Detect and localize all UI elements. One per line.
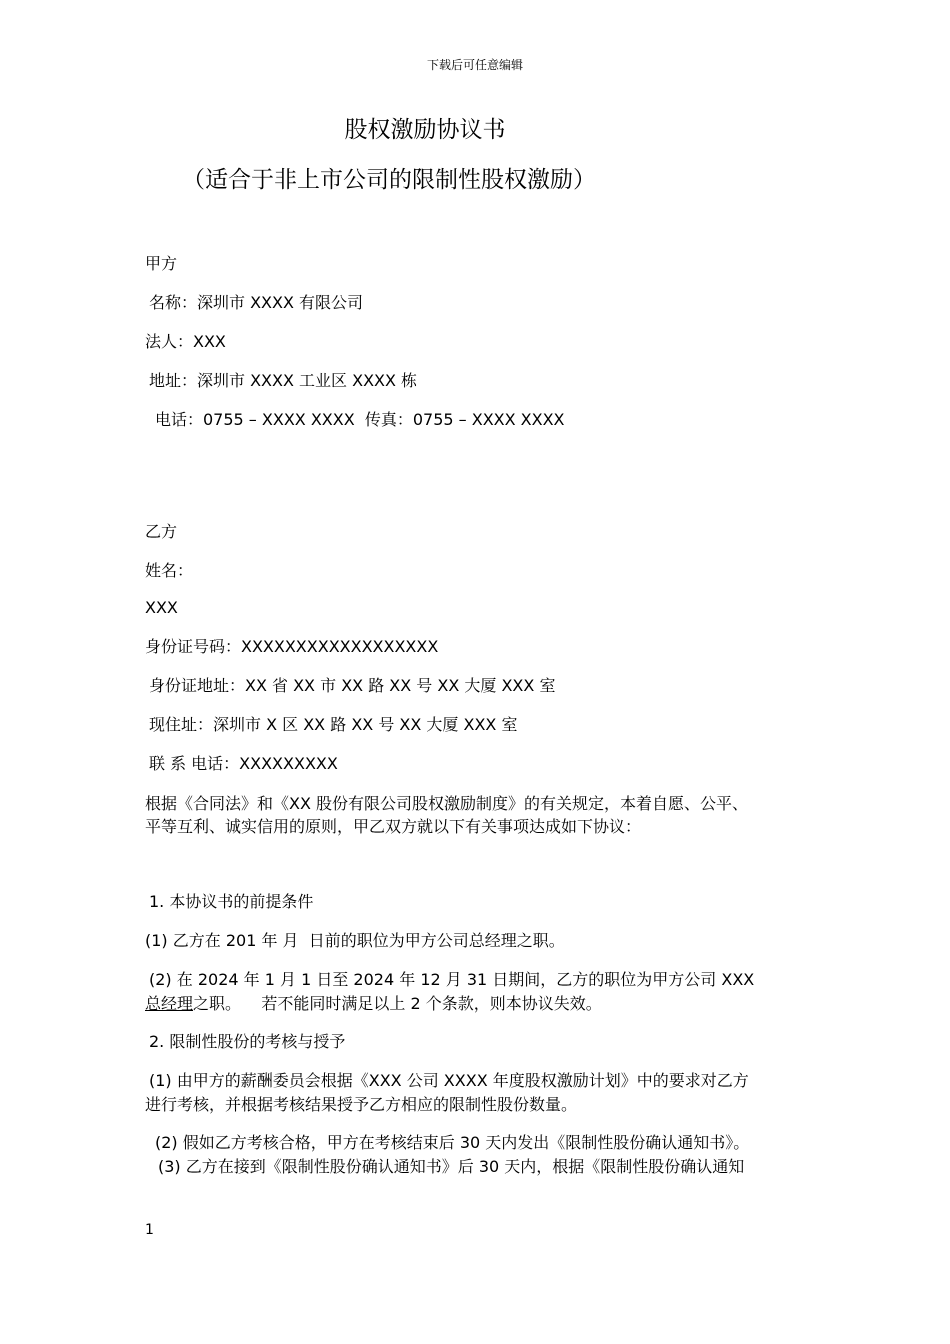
party-b-phone: 联 系 电话：XXXXXXXXX xyxy=(149,754,338,773)
party-b-id-address: 身份证地址：XX 省 XX 市 XX 路 XX 号 XX 大厦 XXX 室 xyxy=(149,676,556,695)
section-2-item-1-line-2: 进行考核，并根据考核结果授予乙方相应的限制性股份数量。 xyxy=(145,1095,578,1114)
party-a-heading: 甲方 xyxy=(145,254,178,273)
section-1-item-2-line-2 xyxy=(145,994,602,1013)
preamble-line-1: 根据《合同法》和《XX 股份有限公司股权激励制度》的有关规定，本着自愿、公平、 xyxy=(145,794,749,813)
party-b-heading: 乙方 xyxy=(145,522,178,541)
party-a-legal-rep: 法人：XXX xyxy=(145,332,226,351)
party-b-name-label: 姓名： xyxy=(145,561,194,580)
party-b-current-address: 现住址：深圳市 X 区 XX 路 XX 号 XX 大厦 XXX 室 xyxy=(149,715,518,734)
party-a-phone-fax: 电话：0755 – XXXX XXXX 传真：0755 – XXXX XXXX xyxy=(155,410,565,429)
section-1-item-1: (1) 乙方在 201 年 月 日前的职位为甲方公司总经理之职。 xyxy=(145,931,565,950)
party-b-name-value: XXX xyxy=(145,598,178,617)
header-note: 下载后可任意编辑 xyxy=(426,58,523,72)
party-a-name: 名称：深圳市 XXXX 有限公司 xyxy=(149,293,364,312)
section-1-heading: 1. 本协议书的前提条件 xyxy=(149,892,314,911)
document-subtitle: （适合于非上市公司的限制性股权激励） xyxy=(182,167,596,193)
section-2-heading: 2. 限制性股份的考核与授予 xyxy=(149,1032,346,1051)
party-b-id-number: 身份证号码：XXXXXXXXXXXXXXXXXX xyxy=(145,637,439,656)
section-2-item-1-line-1: (1) 由甲方的薪酬委员会根据《XXX 公司 XXXX 年度股权激励计划》中的要求对乙方 xyxy=(149,1071,749,1090)
party-a-address: 地址：深圳市 XXXX 工业区 XXXX 栋 xyxy=(149,371,418,390)
section-1-item-2-line-1: (2) 在 2024 年 1 月 1 日至 2024 年 12 月 31 日期间，乙方的职位为甲方公司 XXX xyxy=(149,970,755,989)
page-number: 1 xyxy=(145,1222,154,1238)
document-title: 股权激励协议书 xyxy=(344,117,506,143)
section-1-item-2-line-2-rest: 之职。 若不能同时满足以上 2 个条款，则本协议失效。 xyxy=(193,994,602,1013)
section-2-item-2: (2) 假如乙方考核合格，甲方在考核结束后 30 天内发出《限制性股份确认通知书》。 xyxy=(155,1133,750,1152)
underlined-title: 总经理 xyxy=(145,994,194,1013)
section-2-item-3: (3) 乙方在接到《限制性股份确认通知书》后 30 天内，根据《限制性股份确认通知 xyxy=(158,1157,745,1176)
preamble-line-2: 平等互利、诚实信用的原则，甲乙双方就以下有关事项达成如下协议： xyxy=(145,817,642,836)
